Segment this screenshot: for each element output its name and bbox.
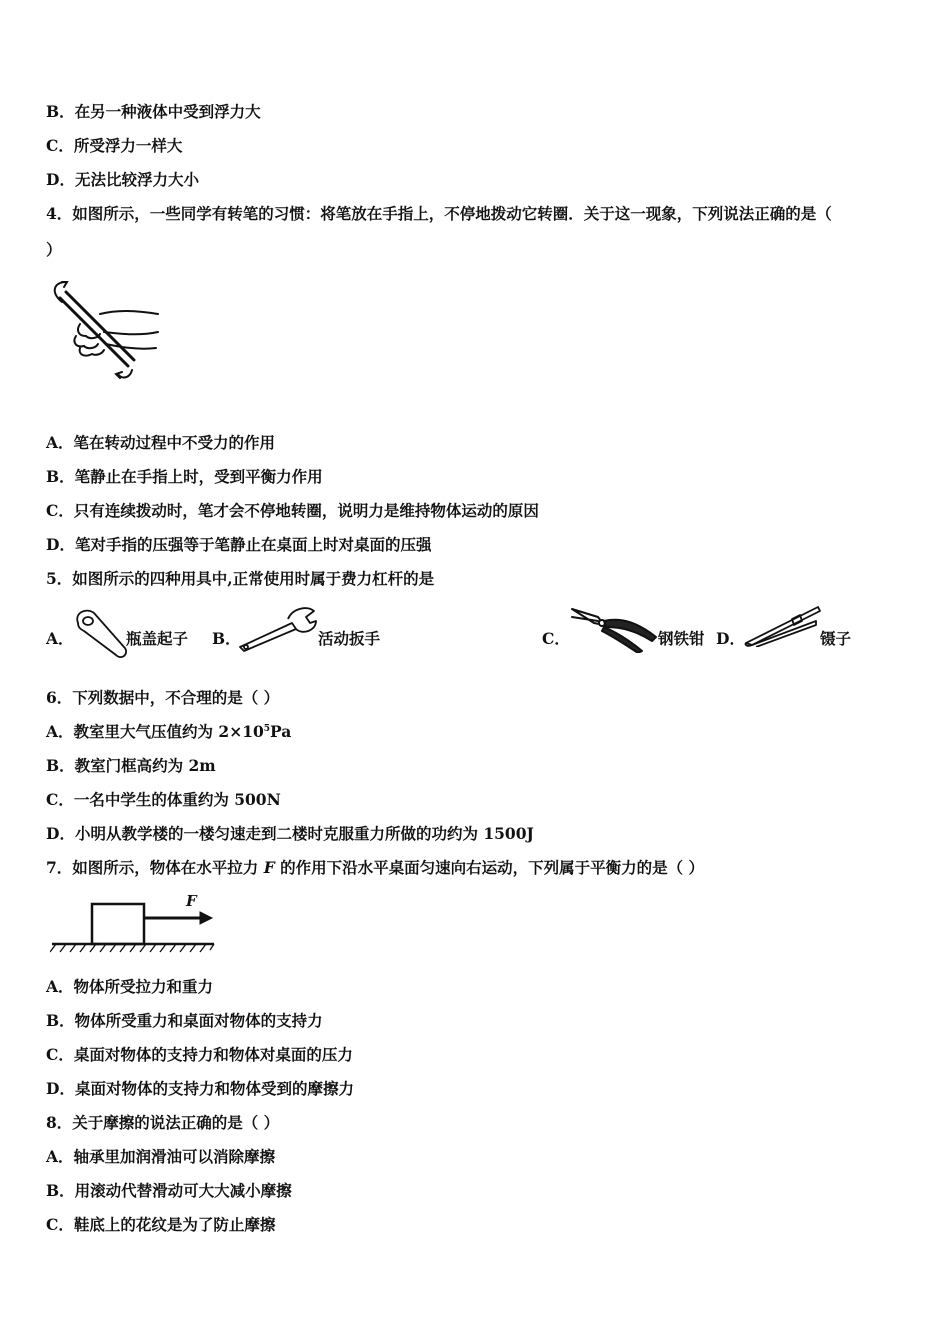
q3-option-d: D．无法比较浮力大小: [46, 170, 199, 189]
q7-option-d: D．桌面对物体的支持力和物体受到的摩擦力: [46, 1079, 354, 1098]
q7-option-b: B．物体所受重力和桌面对物体的支持力: [46, 1011, 323, 1030]
force-label: F: [186, 892, 197, 910]
q6-option-a-exponent: 5: [263, 723, 271, 734]
q7-option-c: C．桌面对物体的支持力和物体对桌面的压力: [46, 1045, 353, 1064]
q5-option-d-label: 镊子: [820, 629, 852, 648]
bottle-opener-icon: [72, 607, 132, 663]
q7-stem-force-var: F: [263, 858, 275, 877]
q5-option-c-letter: C．: [542, 629, 570, 648]
q5-option-a-label: 瓶盖起子: [126, 629, 189, 648]
q5-tools-row: [46, 603, 906, 673]
q7-stem-text: 7．如图所示，物体在水平拉力: [46, 858, 264, 877]
q8-option-c: C．鞋底上的花纹是为了防止摩擦: [46, 1215, 276, 1234]
q7-option-a: A．物体所受拉力和重力: [46, 977, 214, 996]
q5-option-b-label: 活动扳手: [318, 629, 381, 648]
adjustable-wrench-icon: [236, 605, 318, 653]
q5-option-d-letter: D．: [716, 629, 745, 648]
q7-stem: [46, 858, 704, 878]
q6-option-a: [46, 722, 291, 742]
q5-option-a-letter: A．: [46, 629, 74, 648]
q4-option-d: D．笔对手指的压强等于笔静止在桌面上时对桌面的压强: [46, 535, 432, 554]
q6-option-c: C．一名中学生的体重约为 500N: [46, 790, 281, 809]
q5-option-b-letter: B．: [212, 629, 241, 648]
q3-option-b: B．在另一种液体中受到浮力大: [46, 102, 261, 121]
q6-option-a-unit: Pa: [270, 722, 292, 741]
q6-option-a-text: A．教室里大气压值约为 2×10: [46, 722, 264, 741]
q4-stem: 4．如图所示，一些同学有转笔的习惯：将笔放在手指上，不停地拨动它转圈．关于这一现象，下列说法正确的是（: [46, 204, 832, 223]
q8-option-b: B．用滚动代替滑动可大大减小摩擦: [46, 1181, 292, 1200]
q4-option-a: A．笔在转动过程中不受力的作用: [46, 433, 276, 452]
q6-option-d: D．小明从教学楼的一楼匀速走到二楼时克服重力所做的功约为 1500J: [46, 824, 534, 843]
q4-option-b: B．笔静止在手指上时，受到平衡力作用: [46, 467, 323, 486]
q3-option-c: C．所受浮力一样大: [46, 136, 183, 155]
pliers-icon: [568, 603, 660, 653]
q4-option-c: C．只有连续拨动时，笔才会不停地转圈，说明力是维持物体运动的原因: [46, 501, 539, 520]
block-force-figure: [50, 888, 220, 958]
pen-spinning-figure: [40, 274, 170, 386]
q5-stem: 5．如图所示的四种用具中,正常使用时属于费力杠杆的是: [46, 569, 435, 588]
q6-option-b: B．教室门框高约为 2m: [46, 756, 216, 775]
tweezers-icon: [742, 603, 824, 647]
q8-stem: 8．关于摩擦的说法正确的是（ ）: [46, 1113, 280, 1132]
q6-stem: 6．下列数据中，不合理的是（ ）: [46, 688, 280, 707]
q5-option-c-label: 钢铁钳: [658, 629, 705, 648]
q7-stem-text-end: 的作用下沿水平桌面匀速向右运动，下列属于平衡力的是（ ）: [274, 858, 704, 877]
q4-stem-end: ）: [46, 240, 62, 259]
q8-option-a: A．轴承里加润滑油可以消除摩擦: [46, 1147, 276, 1166]
